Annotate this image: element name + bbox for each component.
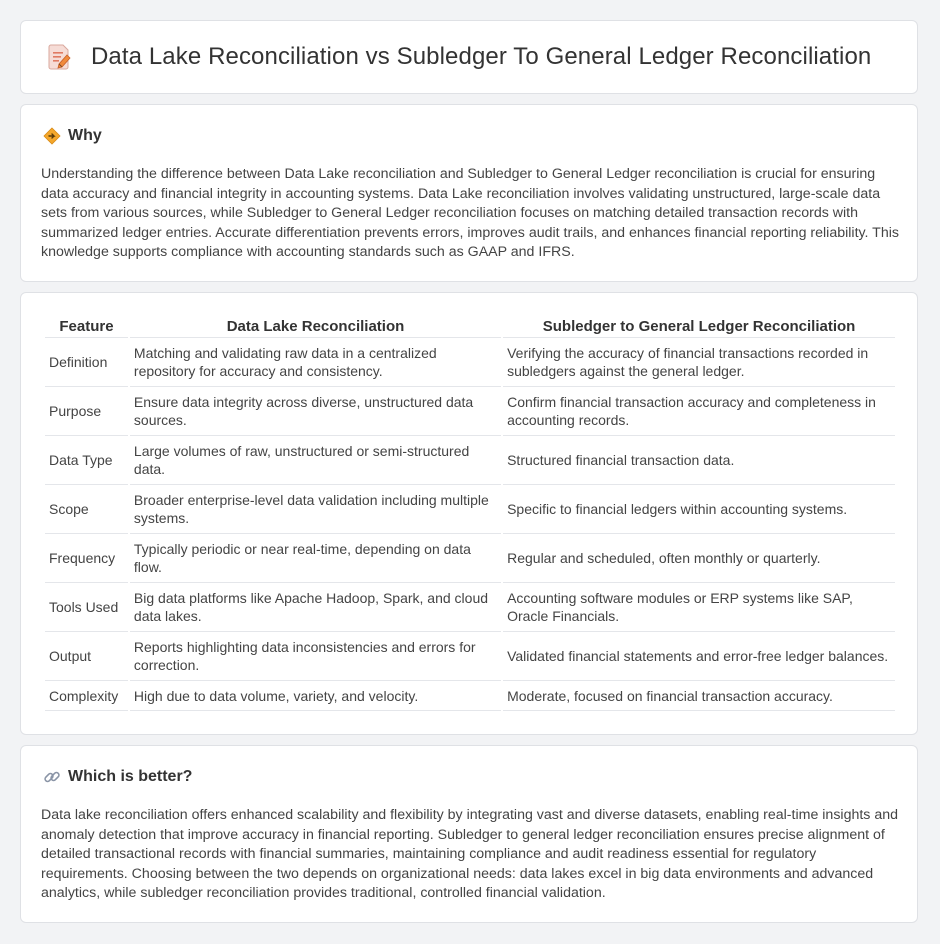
feature-cell: Definition [45,338,128,387]
feature-cell: Tools Used [45,583,128,632]
why-section [20,104,918,282]
title-row [47,43,871,71]
page-title: Data Lake Reconciliation vs Subledger To General Ledger Reconciliation [91,43,872,70]
link-icon [43,768,61,786]
subledger-cell: Validated financial statements and error-free ledger balances. [503,632,895,681]
why-paragraph: Understanding the difference between Data Lake reconciliation and Subledger to General Ledger reconciliation is crucial for ensuring data accuracy and financial integrity in accounting systems. Data Lake reconciliation involves validating unstructured, large-scale data sets from various sources, while Subledger to General Ledger reconciliation focuses on matching detailed transaction records with summarized ledger entries. Accurate differentiation prevents errors, improves audit trails, and enhances financial reporting reliability. This knowledge supports compliance with accounting standards such as GAAP and IFRS. [41,166,899,261]
subledger-cell: Moderate, focused on financial transaction accuracy. [503,681,895,711]
table-row [45,583,895,632]
better-heading: Which is better? [68,768,193,785]
feature-cell: Complexity [45,681,128,711]
subledger-cell: Verifying the accuracy of financial transactions recorded in subledgers against the general ledger. [503,338,895,387]
data-lake-cell: Ensure data integrity across diverse, unstructured data sources. [130,387,501,436]
subledger-cell: Accounting software modules or ERP systems like SAP, Oracle Financials. [503,583,895,632]
feature-cell: Frequency [45,534,128,583]
comparison-card [20,292,918,735]
table-row [45,338,895,387]
subledger-cell: Specific to financial ledgers within accounting systems. [503,485,895,534]
title-card [20,20,918,94]
data-lake-cell: Broader enterprise-level data validation including multiple systems. [130,485,501,534]
feature-cell: Data Type [45,436,128,485]
data-lake-cell: Big data platforms like Apache Hadoop, Spark, and cloud data lakes. [130,583,501,632]
why-heading: Why [68,127,102,144]
document-pencil-icon [47,43,73,71]
table-row [45,534,895,583]
why-heading-row [43,127,102,145]
data-lake-cell: Large volumes of raw, unstructured or semi-structured data. [130,436,501,485]
table-row [45,387,895,436]
better-paragraph: Data lake reconciliation offers enhanced scalability and flexibility by integrating vast and diverse datasets, enabling real-time insights and anomaly detection that improve accuracy in financial reporting. Subledger to general ledger reconciliation ensures precise alignment of detailed transactional records with financial summaries, maintaining compliance and audit readiness essential for regulatory requirements. Choosing between the two depends on organizational needs: data lakes excel in big data environments and advanced analytics, while subledger reconciliation provides traditional, controlled financial validation. [41,807,898,902]
data-lake-cell: Typically periodic or near real-time, depending on data flow. [130,534,501,583]
diamond-warning-icon [43,127,61,145]
subledger-cell: Confirm financial transaction accuracy and completeness in accounting records. [503,387,895,436]
which-is-better-section [20,745,918,923]
subledger-cell: Structured financial transaction data. [503,436,895,485]
feature-cell: Purpose [45,387,128,436]
table-row [45,632,895,681]
feature-cell: Output [45,632,128,681]
column-header-feature: Feature [45,315,128,338]
table-row [45,436,895,485]
subledger-cell: Regular and scheduled, often monthly or quarterly. [503,534,895,583]
comparison-table [43,315,897,711]
column-header-subledger: Subledger to General Ledger Reconciliation [503,315,895,338]
column-header-data-lake: Data Lake Reconciliation [130,315,501,338]
table-row [45,681,895,711]
data-lake-cell: Matching and validating raw data in a centralized repository for accuracy and consistency. [130,338,501,387]
data-lake-cell: High due to data volume, variety, and velocity. [130,681,501,711]
data-lake-cell: Reports highlighting data inconsistencies and errors for correction. [130,632,501,681]
better-heading-row [43,768,192,786]
table-row [45,485,895,534]
table-header-row [45,315,895,338]
feature-cell: Scope [45,485,128,534]
